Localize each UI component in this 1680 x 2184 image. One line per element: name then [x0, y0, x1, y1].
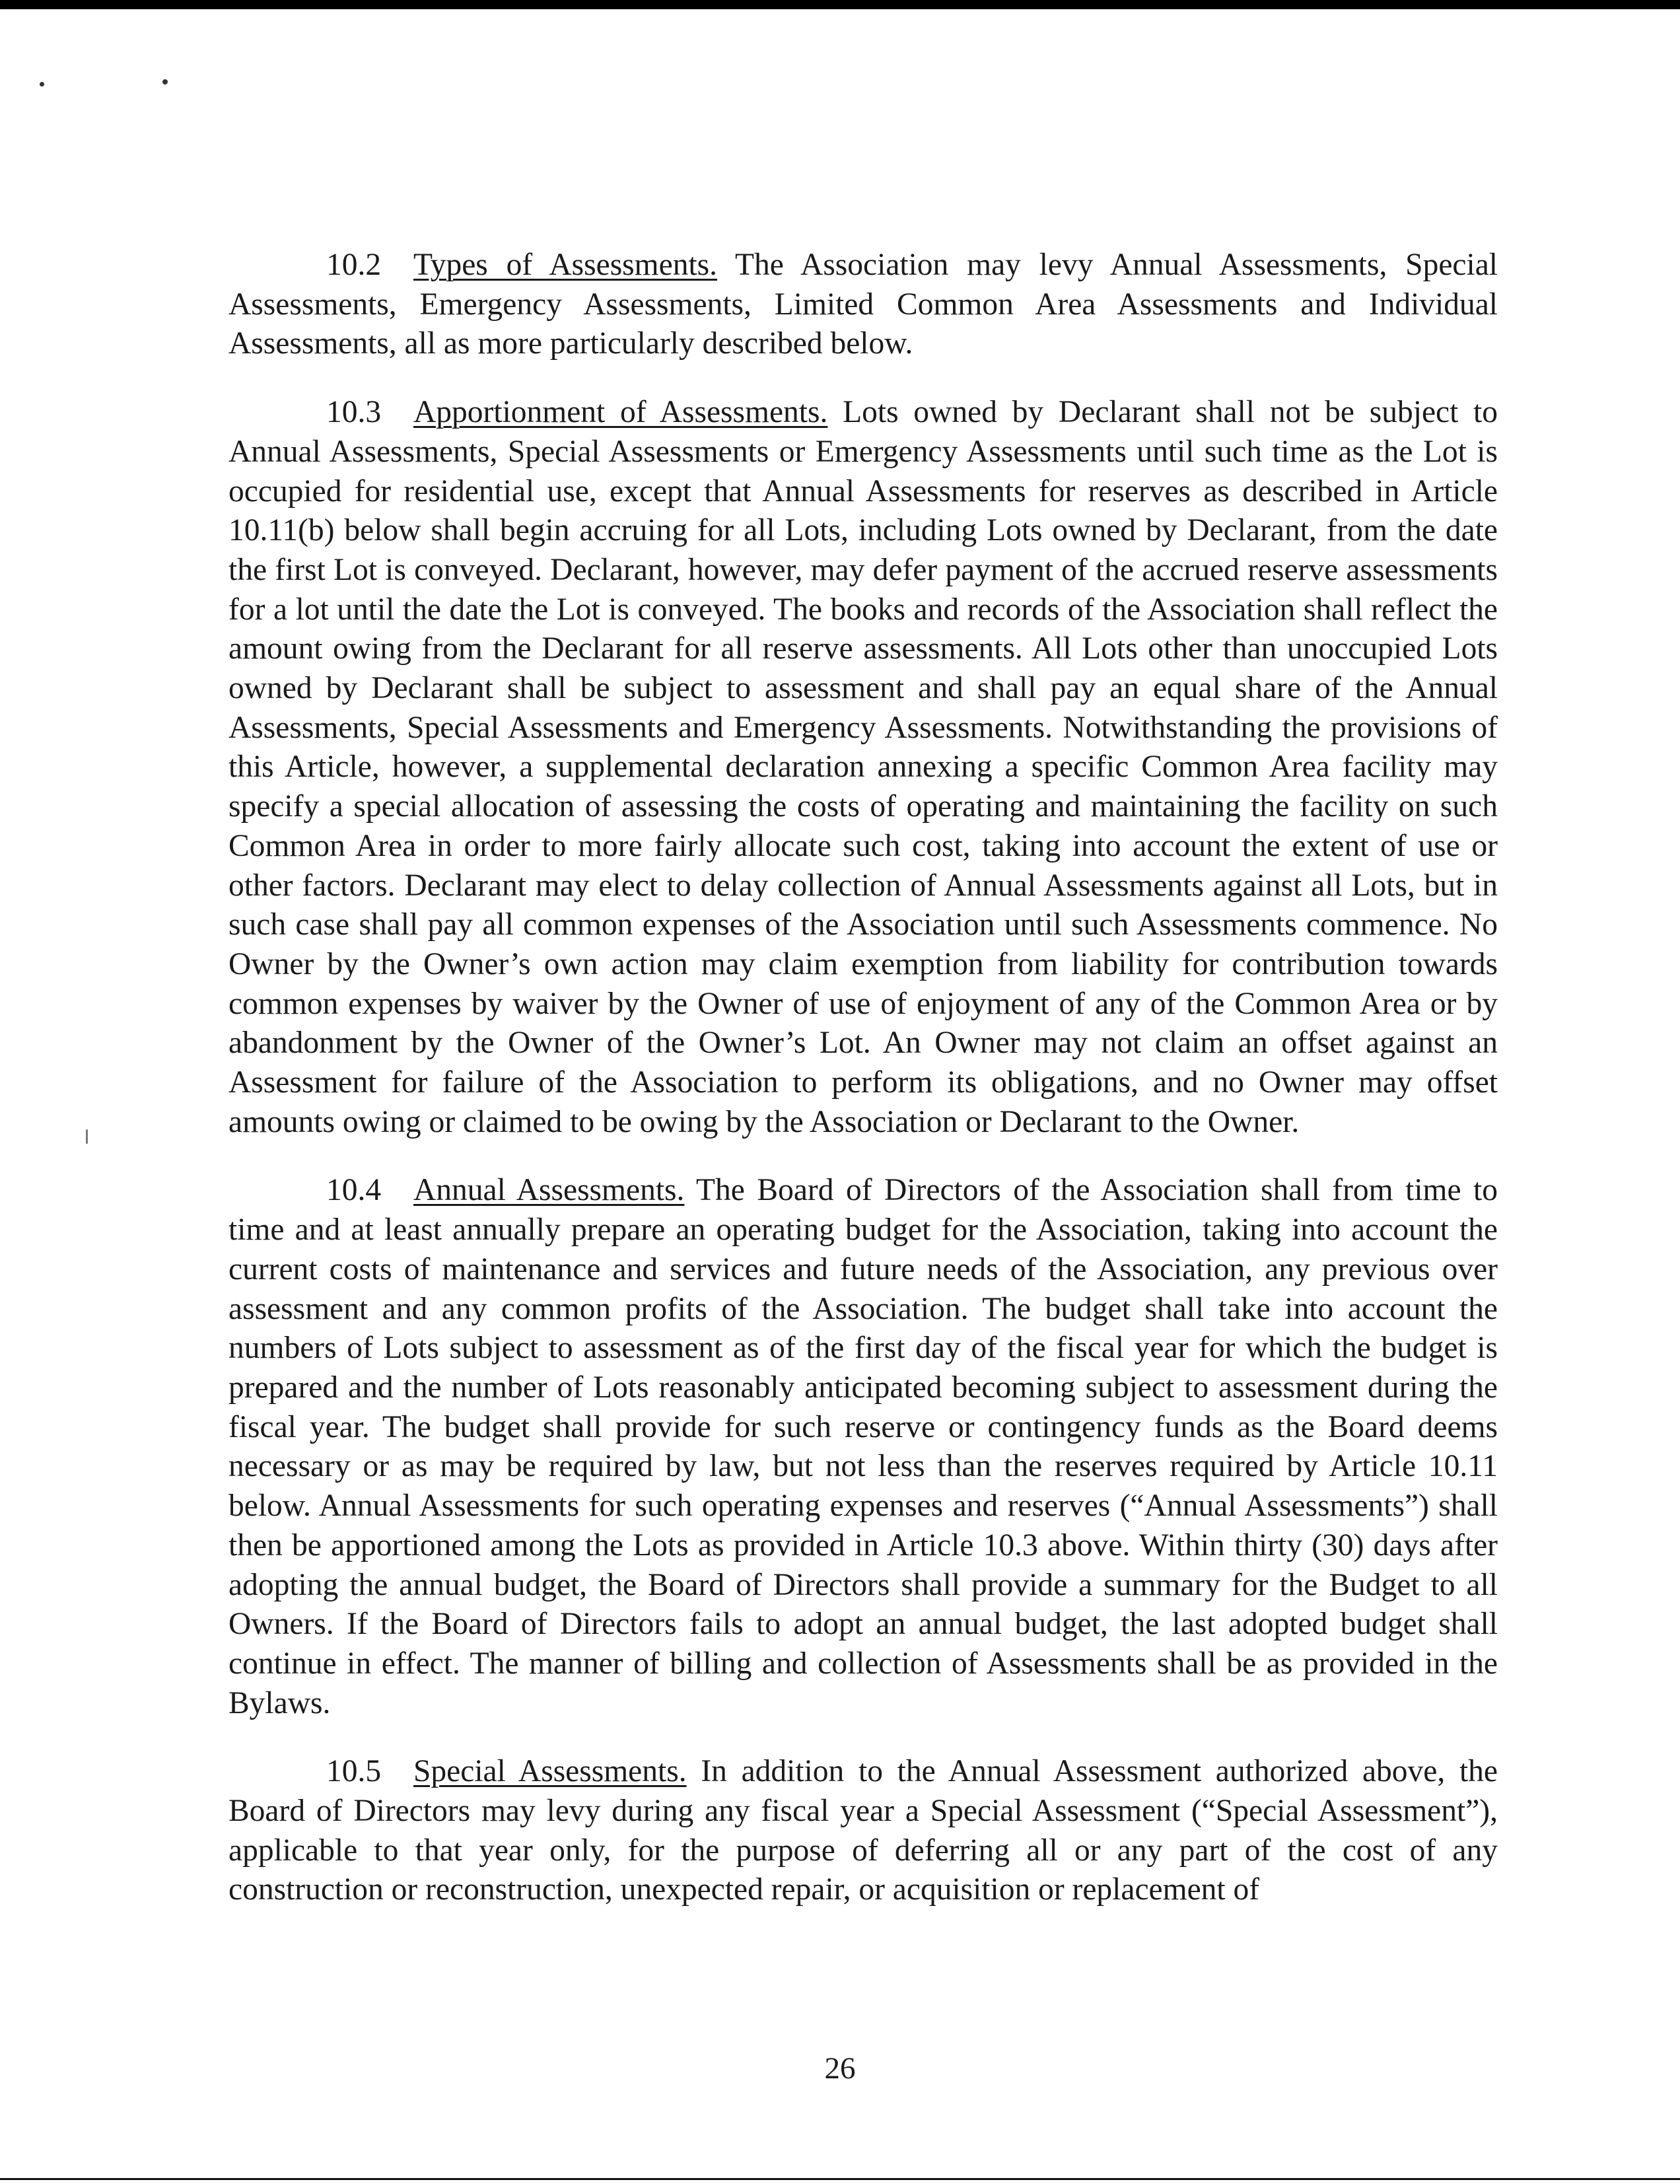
- scan-speck: [40, 82, 44, 87]
- section-body: Lots owned by Declarant shall not be subject to Annual Assessments, Special Assessments or Emergency Assessments until such time as the Lot is occupied for residential use, except that Annual Assessments for reserves as described in Article 10.11(b) below shall begin accruing for all Lots, including Lots owned by Declarant, from the date the first Lot is conveyed. Declarant, however, may defer payment of the accrued reserve assessments for a lot until the date the Lot is conveyed. The books and records of the Association shall reflect the amount owing from the Declarant for all reserve assessments. All Lots other than unoccupied Lots owned by Declarant shall be subject to assessment and shall pay an equal share of the Annual Assessments, Special Assessments and Emergency Assessments. Notwithstanding the provisions of this Article, however, a supplemental declaration annexing a specific Common Area facility may specify a special allocation of assessing the costs of operating and maintaining the facility on such Common Area in order to more fairly allocate such cost, taking into account the extent of use or other factors. Declarant may elect to delay collection of Annual Assessments against all Lots, but in such case shall pay all common expenses of the Association until such Assessments commence. No Owner by the Owner’s own action may claim exemption from liability for contribution towards common expenses by waiver by the Owner of use of enjoyment of any of the Common Area or by abandonment by the Owner of the Owner’s Lot. An Owner may not claim an offset against an Assessment for failure of the Association to perform its obligations, and no Owner may offset amounts owing or claimed to be owing by the Association or Declarant to the Owner.: [228, 395, 1498, 1139]
- section-number: 10.5: [326, 1754, 382, 1789]
- scan-bottom-border: [0, 2178, 1680, 2180]
- section-number: 10.3: [326, 395, 382, 430]
- section-number: 10.4: [326, 1173, 382, 1208]
- section-10-4: [228, 1171, 1498, 1723]
- section-body: The Association may levy Annual Assessments, Special Assessments, Emergency Assessments, Limited Common Area Assessments and Individual Assessments, all as more particularly described below.: [228, 248, 1498, 361]
- section-10-3: [228, 393, 1498, 1142]
- section-number: 10.2: [326, 248, 382, 282]
- section-body: The Board of Directors of the Association shall from time to time and at least annually prepare an operating budget for the Association, taking into account the current costs of maintenance and services and future needs of the Association, any previous over assessment and any common profits of the Association. The budget shall take into account the numbers of Lots subject to assessment as of the first day of the fiscal year for which the budget is prepared and the number of Lots reasonably anticipated becoming subject to assessment during the fiscal year. The budget shall provide for such reserve or contingency funds as the Board deems necessary or as may be required by law, but not less than the reserves required by Article 10.11 below. Annual Assessments for such operating expenses and reserves (“Annual Assessments”) shall then be apportioned among the Lots as provided in Article 10.3 above. Within thirty (30) days after adopting the annual budget, the Board of Directors shall provide a summary for the Budget to all Owners. If the Board of Directors fails to adopt an annual budget, the last adopted budget shall continue in effect. The manner of billing and collection of Assessments shall be as provided in the Bylaws.: [228, 1173, 1498, 1720]
- section-body: In addition to the Annual Assessment authorized above, the Board of Directors may levy during any fiscal year a Special Assessment (“Special Assessment”), applicable to that year only, for the purpose of deferring all or any part of the cost of any construction or reconstruction, unexpected repair, or acquisition or replacement of: [228, 1754, 1498, 1907]
- section-10-2: [228, 246, 1498, 364]
- document-body: [228, 246, 1498, 1939]
- section-heading: Apportionment of Assessments.: [413, 395, 828, 430]
- section-10-5: [228, 1752, 1498, 1910]
- section-heading: Annual Assessments.: [413, 1173, 685, 1208]
- page-number: 26: [824, 2051, 856, 2086]
- section-heading: Special Assessments.: [413, 1754, 687, 1789]
- scan-speck: [162, 79, 168, 85]
- section-heading: Types of Assessments.: [413, 248, 718, 282]
- scan-top-border: [0, 0, 1680, 9]
- scan-speck: [86, 1129, 88, 1144]
